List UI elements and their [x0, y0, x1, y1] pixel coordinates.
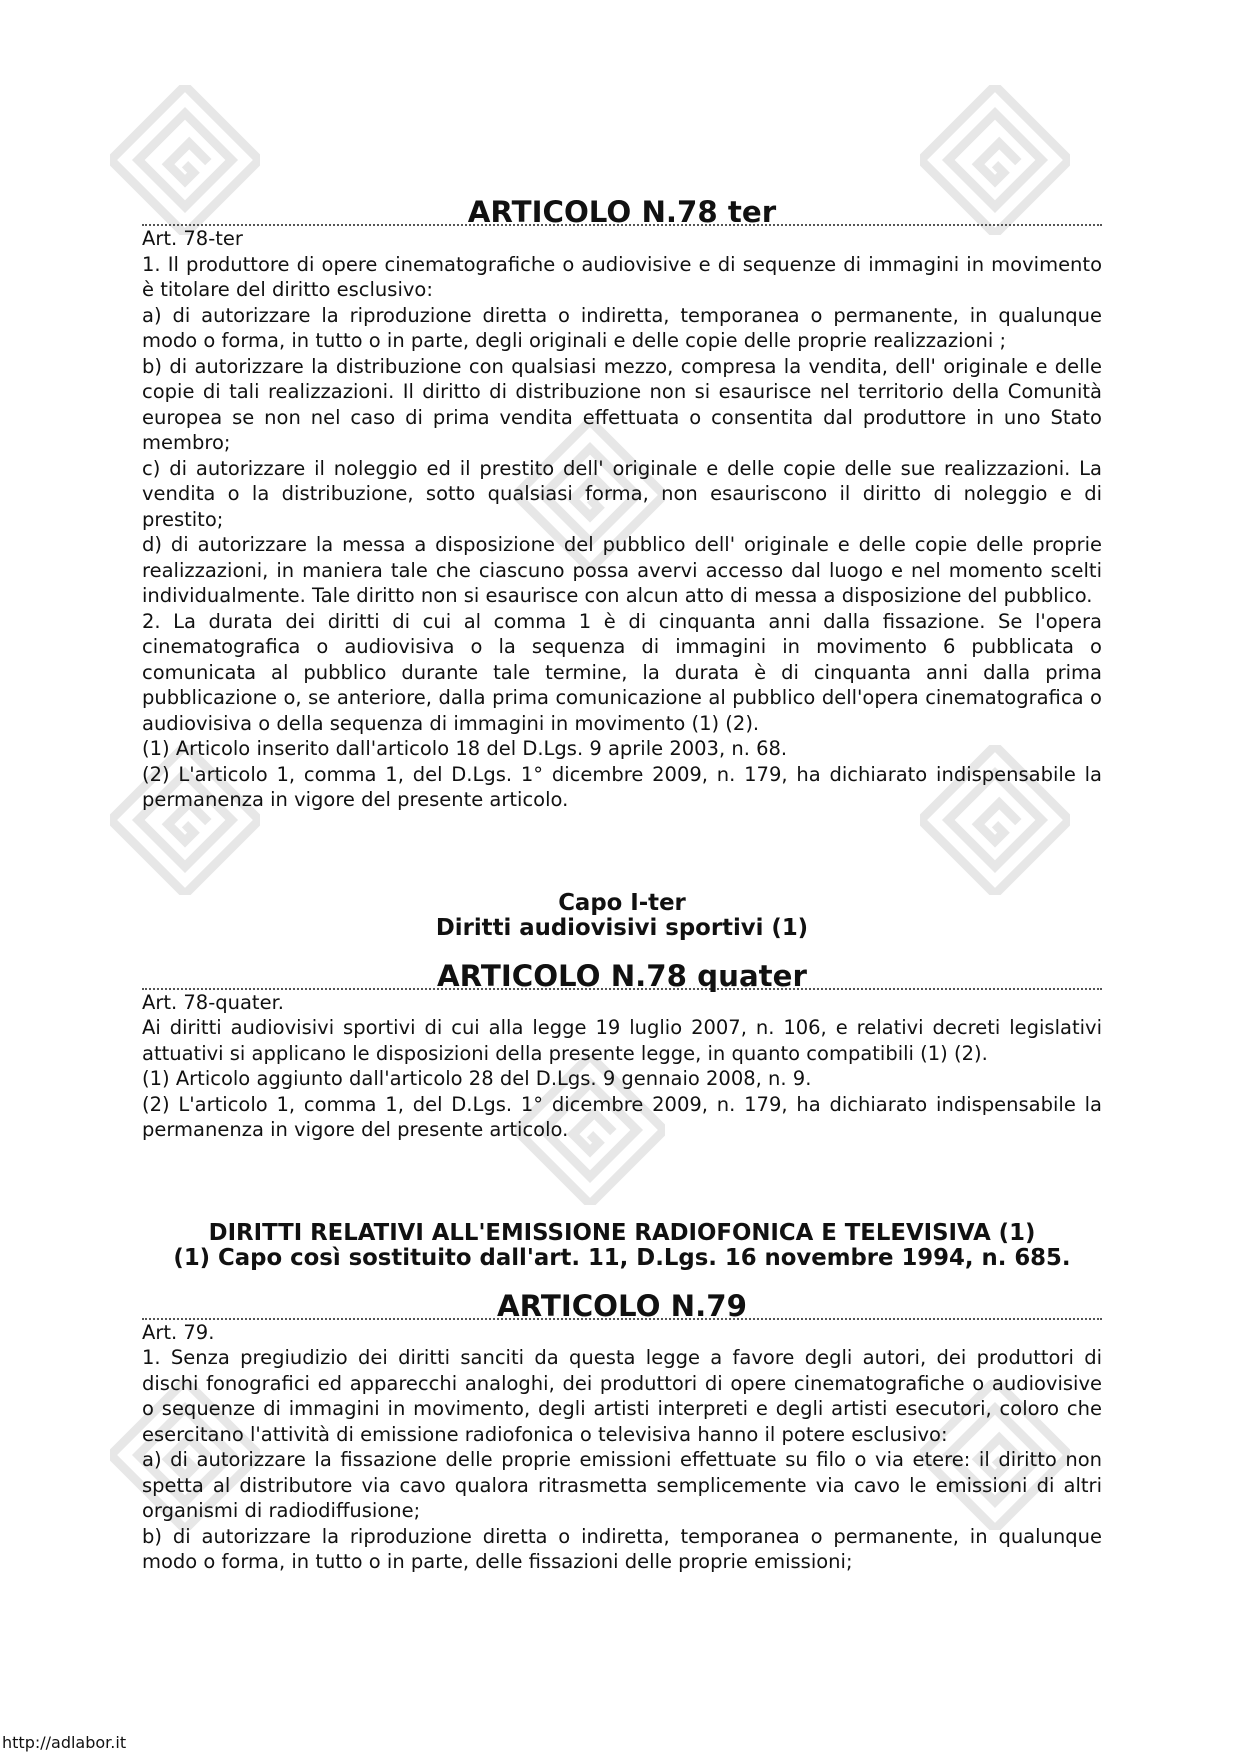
paragraph: d) di autorizzare la messa a disposizione del pubblico dell' originale e delle copie delle proprie realizzazioni, in maniera tale che ciascuno possa avervi accesso dal luogo e nel momento scelti individualmente. Tale diritto non si esaurisce con alcun atto di messa a disposizione del pubblico.: [142, 533, 1102, 607]
paragraph: b) di autorizzare la riproduzione diretta o indiretta, temporanea o permanente, in qualunque modo o forma, in tutto o in parte, delle fissazioni delle proprie emissioni;: [142, 1524, 1102, 1573]
paragraph: a) di autorizzare la riproduzione diretta o indiretta, temporanea o permanente, in qualunque modo o forma, in tutto o in parte, degli originali e delle copie delle proprie realizzazioni ;: [142, 303, 1102, 352]
article-title: ARTICOLO N.79: [142, 1294, 1102, 1320]
chapter-subheading: Diritti audiovisivi sportivi (1): [435, 914, 809, 941]
article-label: Art. 78-quater.: [142, 990, 285, 1014]
document-body: [142, 195, 1102, 1575]
paragraph: 1. Il produttore di opere cinematografiche o audiovisive e di sequenze di immagini in movimento è titolare del diritto esclusivo:: [142, 252, 1102, 301]
footer-url: http://adlabor.it: [2, 1733, 127, 1752]
footnote: (2) L'articolo 1, comma 1, del D.Lgs. 1° dicembre 2009, n. 179, ha dichiarato indispensabile la permanenza in vigore del presente articolo.: [142, 762, 1102, 811]
chapter-heading: Capo I-ter: [558, 889, 686, 916]
paragraph: Ai diritti audiovisivi sportivi di cui alla legge 19 luglio 2007, n. 106, e relativi decreti legislativi attuativi si applicano le disposizioni della presente legge, in quanto compatibili (1) (2).: [142, 1016, 1102, 1065]
article-title: ARTICOLO N.78 quater: [142, 964, 1102, 990]
paragraph: c) di autorizzare il noleggio ed il prestito dell' originale e delle copie delle sue realizzazioni. La vendita o la distribuzione, sotto qualsiasi forma, non esauriscono il diritto di noleggio e di prestito;: [142, 456, 1102, 531]
chapter-heading: DIRITTI RELATIVI ALL'EMISSIONE RADIOFONICA E TELEVISIVA (1): [208, 1219, 1036, 1246]
article-label: Art. 79.: [142, 1320, 215, 1344]
chapter-subheading: (1) Capo così sostituito dall'art. 11, D.Lgs. 16 novembre 1994, n. 685.: [173, 1244, 1071, 1271]
article-label: Art. 78-ter: [142, 227, 243, 250]
paragraph: b) di autorizzare la distribuzione con qualsiasi mezzo, compresa la vendita, dell' originale e delle copie di tali realizzazioni. Il diritto di distribuzione non si esaurisce nel territorio della Comunità europea se non nel caso di prima vendita effettuata o consentita dal produttore in uno Stato membro;: [142, 354, 1102, 454]
footnote: (2) L'articolo 1, comma 1, del D.Lgs. 1° dicembre 2009, n. 179, ha dichiarato indispensabile la permanenza in vigore del presente articolo.: [142, 1092, 1102, 1141]
paragraph: 1. Senza pregiudizio dei diritti sanciti da questa legge a favore degli autori, dei produttori di dischi fonografici ed apparecchi analoghi, dei produttori di opere cinematografiche o audiovisive o sequenze di immagini in movimento, degli artisti interpreti e degli artisti esecutori, coloro che esercitano l'attività di emissione radiofonica o televisiva hanno il potere esclusivo:: [142, 1346, 1102, 1446]
footnote: (1) Articolo aggiunto dall'articolo 28 del D.Lgs. 9 gennaio 2008, n. 9.: [142, 1067, 812, 1090]
paragraph: 2. La durata dei diritti di cui al comma 1 è di cinquanta anni dalla fissazione. Se l'opera cinematografica o audiovisiva o la sequenza di immagini in movimento 6 pubblicata o comunicata al pubblico durante tale termine, la durata è di cinquanta anni dalla prima pubblicazione o, se anteriore, dalla prima comunicazione al pubblico dell'opera cinematografica o audiovisiva o della sequenza di immagini in movimento (1) (2).: [142, 609, 1102, 735]
paragraph: a) di autorizzare la fissazione delle proprie emissioni effettuate su filo o via etere: il diritto non spetta al distributore via cavo qualora ritrasmetta semplicemente via cavo le emissioni di altri organismi di radiodiffusione;: [142, 1448, 1102, 1522]
article-title: ARTICOLO N.78 ter: [142, 200, 1102, 226]
footnote: (1) Articolo inserito dall'articolo 18 del D.Lgs. 9 aprile 2003, n. 68.: [142, 737, 788, 760]
